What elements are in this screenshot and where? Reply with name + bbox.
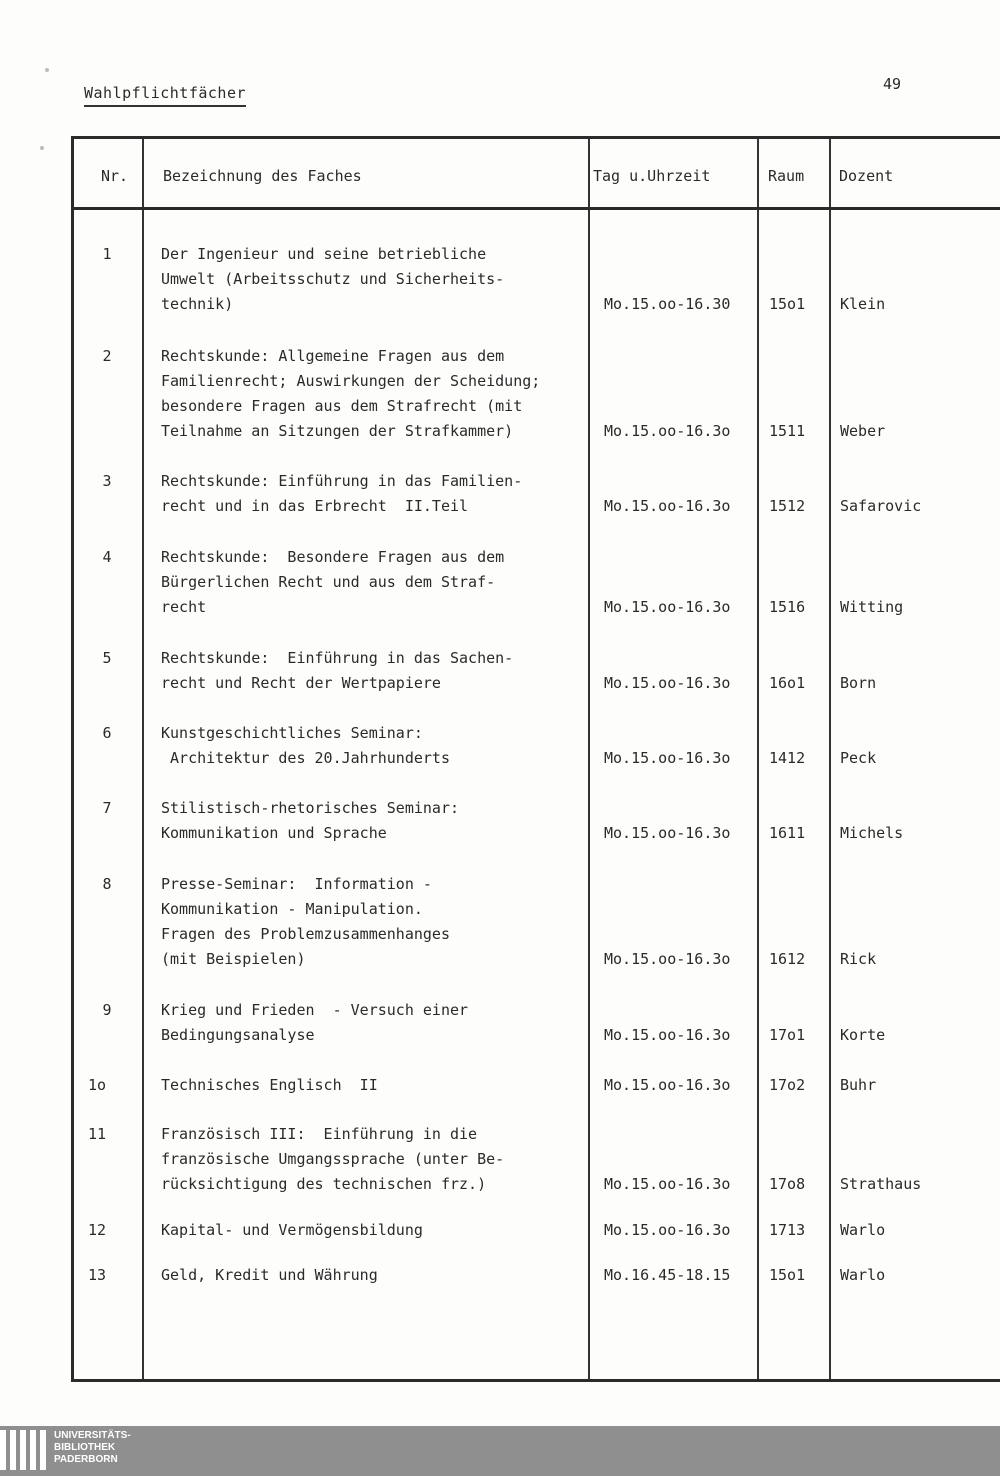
course-room: 1611	[769, 824, 806, 842]
course-title-line: Französisch III: Einführung in die	[161, 1125, 478, 1143]
course-lecturer: Safarovic	[840, 497, 922, 515]
row-number: 11	[88, 1125, 107, 1143]
course-title-line: recht und in das Erbrecht II.Teil	[161, 497, 469, 515]
course-title-line: technik)	[161, 295, 234, 313]
course-title-line: Teilnahme an Sitzungen der Strafkammer)	[161, 422, 514, 440]
row-number: 9	[102, 1001, 112, 1019]
course-title-line: recht	[161, 598, 207, 616]
header-divider	[74, 207, 1000, 210]
page-number: 49	[883, 75, 902, 93]
course-room: 1713	[769, 1221, 806, 1239]
course-title-line: Presse-Seminar: Information -	[161, 875, 432, 893]
row-number: 3	[102, 472, 112, 490]
library-footer	[0, 1426, 1000, 1476]
course-room: 17o1	[769, 1026, 806, 1044]
course-time: Mo.15.oo-16.3o	[604, 824, 731, 842]
course-title-line: Architektur des 20.Jahrhunderts	[161, 749, 450, 767]
course-title-line: recht und Recht der Wertpapiere	[161, 674, 441, 692]
row-number: 8	[102, 875, 112, 893]
course-title-line: Kommunikation und Sprache	[161, 824, 387, 842]
column-divider	[829, 139, 831, 1379]
course-time: Mo.15.oo-16.3o	[604, 422, 731, 440]
logo-line: PADERBORN	[54, 1454, 118, 1465]
scan-speck	[45, 68, 49, 72]
course-title-line: Kunstgeschichtliches Seminar:	[161, 724, 423, 742]
scan-speck	[40, 146, 44, 150]
course-lecturer: Korte	[840, 1026, 886, 1044]
course-room: 1512	[769, 497, 806, 515]
course-title	[161, 721, 591, 771]
course-title-line: Rechtskunde: Einführung in das Familien-	[161, 472, 523, 490]
course-title-line: Stilistisch-rhetorisches Seminar:	[161, 799, 460, 817]
course-time: Mo.15.oo-16.3o	[604, 749, 731, 767]
header-nr: Nr.	[101, 167, 129, 185]
course-lecturer: Warlo	[840, 1266, 886, 1284]
column-divider	[757, 139, 759, 1379]
course-lecturer: Witting	[840, 598, 904, 616]
logo-line: BIBLIOTHEK	[54, 1442, 116, 1453]
page-title: Wahlpflichtfächer	[84, 84, 246, 107]
course-time: Mo.15.oo-16.3o	[604, 497, 731, 515]
library-logo-text	[54, 1430, 131, 1466]
row-number: 1o	[88, 1076, 107, 1094]
course-room: 16o1	[769, 674, 806, 692]
course-lecturer: Buhr	[840, 1076, 877, 1094]
course-title	[161, 646, 591, 696]
course-title-line: Technisches Englisch II	[161, 1076, 378, 1094]
course-table	[71, 136, 1000, 1382]
course-lecturer: Rick	[840, 950, 877, 968]
course-time: Mo.15.oo-16.3o	[604, 1221, 731, 1239]
course-room: 15o1	[769, 1266, 806, 1284]
course-room: 17o8	[769, 1175, 806, 1193]
row-number: 4	[102, 548, 112, 566]
course-title-line: Geld, Kredit und Währung	[161, 1266, 378, 1284]
course-lecturer: Michels	[840, 824, 904, 842]
course-title	[161, 1073, 591, 1098]
course-title-line: Umwelt (Arbeitsschutz und Sicherheits-	[161, 270, 505, 288]
course-time: Mo.15.oo-16.3o	[604, 674, 731, 692]
course-room: 1511	[769, 422, 806, 440]
course-title-line: Bürgerlichen Recht und aus dem Straf-	[161, 573, 496, 591]
header-tag: Tag u.Uhrzeit	[593, 167, 711, 185]
course-title	[161, 998, 591, 1048]
course-title-line: rücksichtigung des technischen frz.)	[161, 1175, 487, 1193]
course-title	[161, 872, 591, 972]
row-number: 2	[102, 347, 112, 365]
course-title-line: (mit Beispielen)	[161, 950, 306, 968]
course-title-line: Bedingungsanalyse	[161, 1026, 315, 1044]
logo-line: UNIVERSITÄTS-	[54, 1430, 131, 1441]
header-raum: Raum	[768, 167, 805, 185]
header-dozent: Dozent	[839, 167, 894, 185]
course-time: Mo.16.45-18.15	[604, 1266, 731, 1284]
course-room: 1612	[769, 950, 806, 968]
course-lecturer: Peck	[840, 749, 877, 767]
row-number: 6	[102, 724, 112, 742]
course-title-line: Kommunikation - Manipulation.	[161, 900, 423, 918]
library-logo-icon	[0, 1430, 46, 1470]
course-title-line: Rechtskunde: Besondere Fragen aus dem	[161, 548, 505, 566]
course-title	[161, 1122, 591, 1197]
course-room: 1412	[769, 749, 806, 767]
course-title-line: Rechtskunde: Allgemeine Fragen aus dem	[161, 347, 505, 365]
course-title-line: Fragen des Problemzusammenhanges	[161, 925, 450, 943]
course-lecturer: Strathaus	[840, 1175, 922, 1193]
course-lecturer: Born	[840, 674, 877, 692]
course-time: Mo.15.oo-16.3o	[604, 598, 731, 616]
course-title-line: Familienrecht; Auswirkungen der Scheidung;	[161, 372, 541, 390]
course-room: 17o2	[769, 1076, 806, 1094]
course-title-line: besondere Fragen aus dem Strafrecht (mit	[161, 397, 523, 415]
course-room: 15o1	[769, 295, 806, 313]
row-number: 1	[102, 245, 112, 263]
course-title-line: Rechtskunde: Einführung in das Sachen-	[161, 649, 514, 667]
row-number: 12	[88, 1221, 107, 1239]
course-time: Mo.15.oo-16.3o	[604, 950, 731, 968]
course-title-line: Krieg und Frieden - Versuch einer	[161, 1001, 469, 1019]
course-title	[161, 242, 591, 317]
course-title-line: französische Umgangssprache (unter Be-	[161, 1150, 505, 1168]
course-room: 1516	[769, 598, 806, 616]
course-title	[161, 344, 591, 444]
course-lecturer: Warlo	[840, 1221, 886, 1239]
course-title	[161, 545, 591, 620]
course-lecturer: Weber	[840, 422, 886, 440]
column-divider	[142, 139, 144, 1379]
course-time: Mo.15.oo-16.3o	[604, 1175, 731, 1193]
course-lecturer: Klein	[840, 295, 886, 313]
course-title	[161, 469, 591, 519]
course-time: Mo.15.oo-16.30	[604, 295, 731, 313]
course-title	[161, 1218, 591, 1243]
course-title	[161, 1263, 591, 1288]
course-time: Mo.15.oo-16.3o	[604, 1076, 731, 1094]
row-number: 7	[102, 799, 112, 817]
course-title-line: Kapital- und Vermögensbildung	[161, 1221, 423, 1239]
course-title-line: Der Ingenieur und seine betriebliche	[161, 245, 487, 263]
course-title	[161, 796, 591, 846]
row-number: 13	[88, 1266, 107, 1284]
header-desc: Bezeichnung des Faches	[163, 167, 362, 185]
course-time: Mo.15.oo-16.3o	[604, 1026, 731, 1044]
row-number: 5	[102, 649, 112, 667]
